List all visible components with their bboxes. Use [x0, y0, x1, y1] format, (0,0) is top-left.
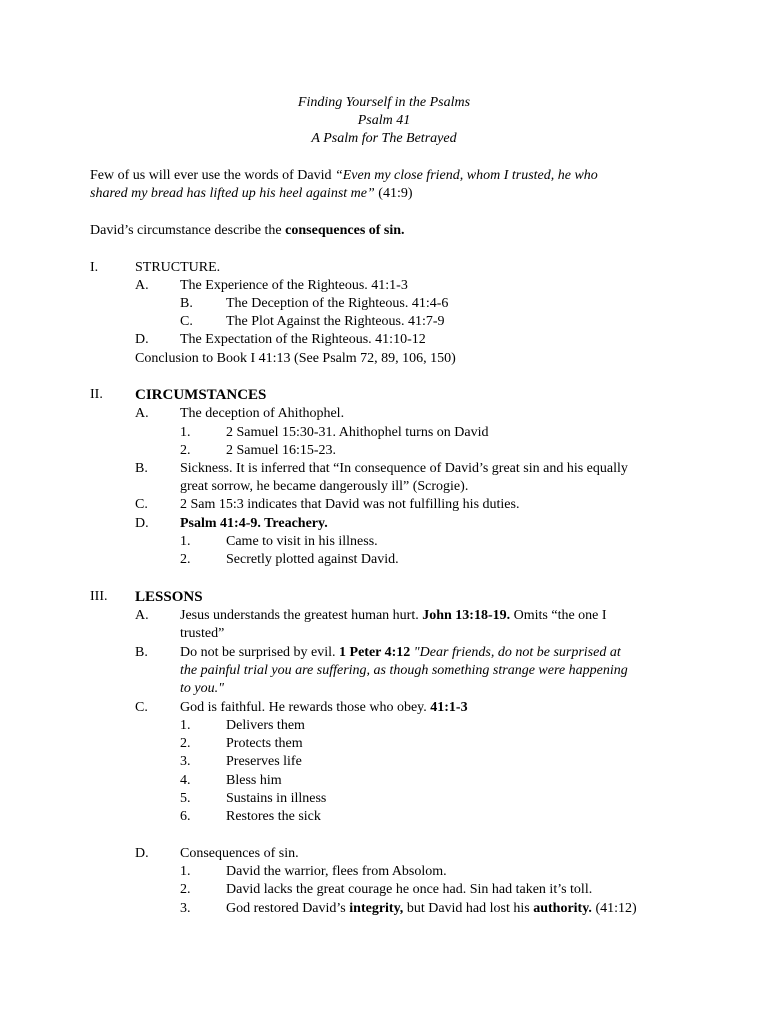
s3-c-text: God is faithful. He rewards those who obey.	[180, 700, 431, 715]
s3-c-item-num: 2.	[180, 736, 191, 751]
s3-a-line	[180, 607, 607, 625]
s3-b-text: Do not be surprised by evil.	[180, 645, 340, 660]
s3-a-text: Jesus understands the greatest human hurt.	[180, 608, 423, 623]
s1-item-letter: D.	[135, 332, 149, 347]
s3-d-letter: D.	[135, 846, 149, 861]
s2-d-text: Psalm 41:4-9. Treachery.	[180, 516, 328, 531]
s2-d-item-num: 1.	[180, 534, 191, 549]
s2-a-item-text: 2 Samuel 16:15-23.	[226, 443, 337, 458]
s3-c-item-num: 4.	[180, 773, 191, 788]
s2-b-text: Sickness. It is inferred that “In consequence of David’s great sin and his equally	[180, 461, 628, 476]
s1-item-text: The Expectation of the Righteous. 41:10-12	[180, 332, 426, 347]
s1-item-letter: B.	[180, 296, 193, 311]
s1-conclusion: Conclusion to Book I 41:13 (See Psalm 72, 89, 106, 150)	[135, 351, 456, 366]
s2-d-letter: D.	[135, 516, 149, 531]
s3-d3-authority: authority.	[533, 901, 592, 916]
s3-a-ref: John 13:18-19.	[422, 608, 511, 623]
s3-a-letter: A.	[135, 608, 149, 623]
s2-c-text: 2 Sam 15:3 indicates that David was not fulfilling his duties.	[180, 497, 520, 512]
s3-c-item-text: Sustains in illness	[226, 791, 327, 806]
s3-c-item-text: Delivers them	[226, 718, 305, 733]
s3-a-text-2: Omits “the one I	[510, 608, 607, 623]
s2-d-item-text: Secretly plotted against David.	[226, 552, 399, 567]
s3-d3-text-3: (41:12)	[591, 901, 637, 916]
s1-item-letter: C.	[180, 314, 193, 329]
section-1-heading: STRUCTURE.	[135, 260, 221, 275]
intro-line-2	[90, 185, 413, 203]
circumstance-text: David’s circumstance describe the	[90, 223, 286, 238]
s3-c-item-text: Bless him	[226, 773, 282, 788]
s3-d3-text-1: God restored David’s	[226, 901, 350, 916]
intro-quote-1: “Even my close friend, whom I trusted, he who	[334, 168, 598, 183]
s1-item-letter: A.	[135, 278, 149, 293]
section-3-number: III.	[90, 589, 108, 604]
section-2-heading: CIRCUMSTANCES	[135, 387, 267, 403]
s3-b-line	[180, 644, 621, 662]
intro-quote-2: shared my bread has lifted up his heel against me”	[90, 186, 375, 201]
circumstance-bold: consequences of sin.	[285, 223, 405, 238]
s1-item-text: The Deception of the Righteous. 41:4-6	[226, 296, 449, 311]
s3-c-item-text: Restores the sick	[226, 809, 321, 824]
section-2-number: II.	[90, 387, 103, 402]
s2-a-letter: A.	[135, 406, 149, 421]
s2-a-text: The deception of Ahithophel.	[180, 406, 345, 421]
s3-d-item-text: David the warrior, flees from Absolom.	[226, 864, 447, 879]
s3-c-item-text: Protects them	[226, 736, 303, 751]
circumstance-line	[90, 222, 405, 240]
s3-d-item-num: 2.	[180, 882, 191, 897]
doc-title: Finding Yourself in the Psalms	[297, 95, 471, 110]
s1-item-text: The Experience of the Righteous. 41:1-3	[180, 278, 408, 293]
s3-d3-integrity: integrity,	[349, 901, 404, 916]
s3-a-text-3: trusted”	[180, 626, 225, 641]
intro-ref: (41:9)	[374, 186, 413, 201]
s3-c-item-num: 3.	[180, 754, 191, 769]
s3-d-item-num: 1.	[180, 864, 191, 879]
s3-c-line	[180, 699, 468, 717]
s2-d-item-text: Came to visit in his illness.	[226, 534, 378, 549]
s2-b-letter: B.	[135, 461, 148, 476]
s2-a-item-text: 2 Samuel 15:30-31. Ahithophel turns on David	[226, 425, 489, 440]
s3-d-item-num: 3.	[180, 901, 191, 916]
s2-c-letter: C.	[135, 497, 148, 512]
s3-b-quote-3: to you."	[180, 681, 224, 696]
s2-d-item-num: 2.	[180, 552, 191, 567]
s3-b-ref: 1 Peter 4:12	[339, 645, 411, 660]
s3-d3-text-2: but David had lost his	[403, 901, 534, 916]
s2-b-text-cont: great sorrow, he became dangerously ill” (Scrogie).	[180, 479, 469, 494]
s3-c-item-num: 5.	[180, 791, 191, 806]
s3-b-quote-1: "Dear friends, do not be surprised at	[410, 645, 621, 660]
section-1-number: I.	[90, 260, 99, 275]
intro-line-1	[90, 167, 598, 185]
s3-d-item-text: David lacks the great courage he once had. Sin had taken it’s toll.	[226, 882, 593, 897]
s3-c-item-num: 6.	[180, 809, 191, 824]
s2-a-item-num: 1.	[180, 425, 191, 440]
s3-c-item-num: 1.	[180, 718, 191, 733]
s1-item-text: The Plot Against the Righteous. 41:7-9	[226, 314, 445, 329]
s3-d-text: Consequences of sin.	[180, 846, 299, 861]
s3-c-letter: C.	[135, 700, 148, 715]
s3-b-letter: B.	[135, 645, 148, 660]
doc-subtitle: Psalm 41	[357, 113, 411, 128]
intro-text: Few of us will ever use the words of David	[90, 168, 335, 183]
doc-subtitle-2: A Psalm for The Betrayed	[311, 131, 457, 146]
s3-c-ref: 41:1-3	[430, 700, 468, 715]
s3-c-item-text: Preserves life	[226, 754, 302, 769]
s3-b-quote-2: the painful trial you are suffering, as though something strange were happening	[180, 663, 628, 678]
s2-a-item-num: 2.	[180, 443, 191, 458]
s3-d-item-3-line	[226, 900, 637, 918]
section-3-heading: LESSONS	[135, 589, 203, 605]
